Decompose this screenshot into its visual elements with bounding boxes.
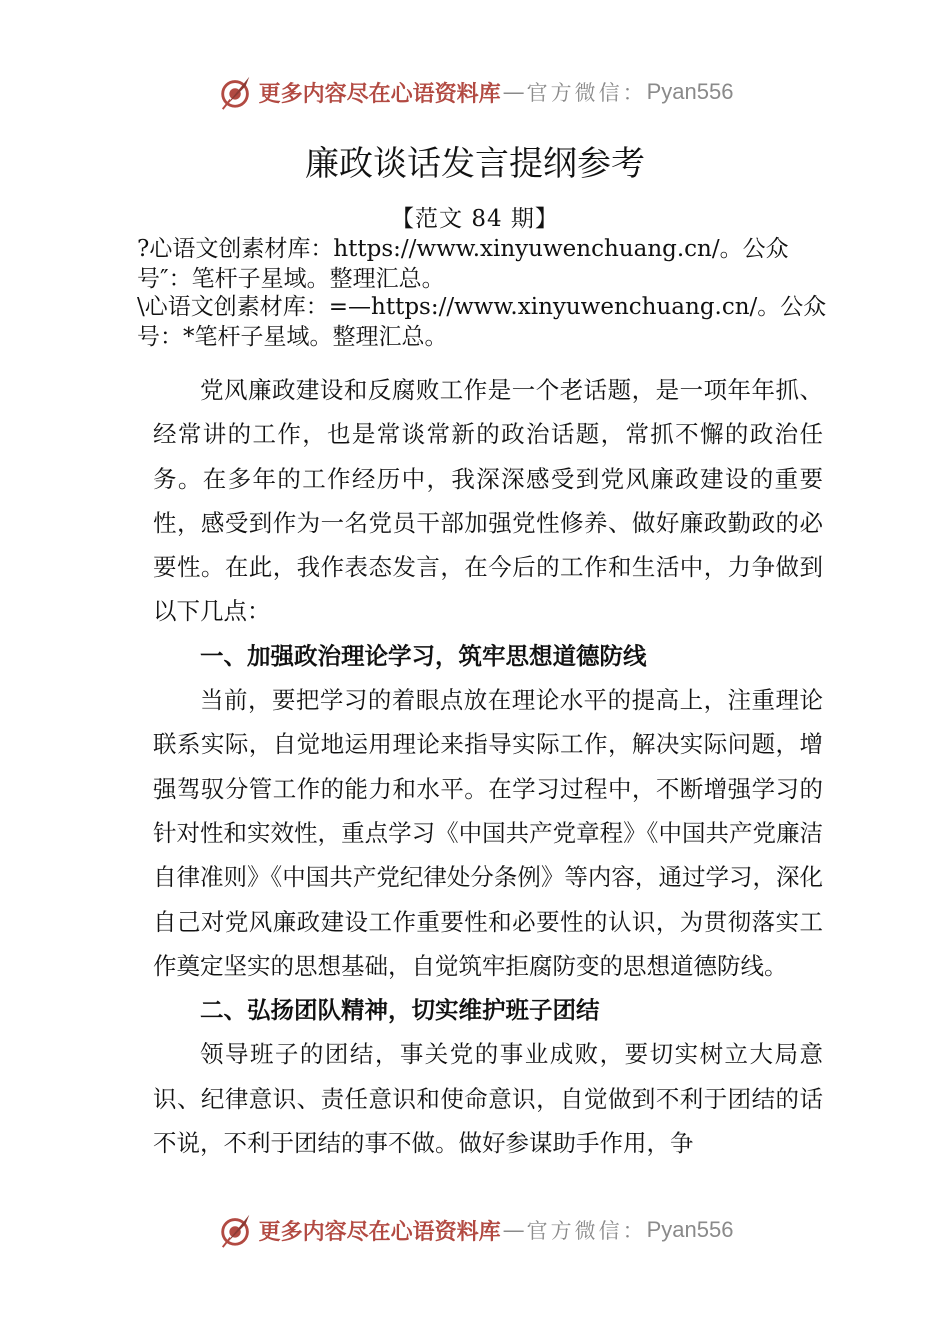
document-title: 廉政谈话发言提纲参考 — [305, 144, 645, 184]
banner-wechat-id: Pyan556 — [646, 79, 734, 104]
banner-wechat-label: 官方微信： — [526, 1219, 647, 1243]
banner-dash: — — [502, 79, 525, 105]
banner-wechat-id: Pyan556 — [646, 1217, 734, 1242]
banner-brand: 更多内容尽在心语资料库 — [258, 1218, 501, 1245]
source-line-2: \心语文创素材库：=—https://www.xinyuwenchuang.cn/。公众号：*笔杆子星域。整理汇总。 — [137, 294, 827, 350]
banner-dash: — — [502, 1217, 525, 1243]
header-banner — [0, 72, 950, 112]
section-heading-1: 一、加强政治理论学习，筑牢思想道德防线 — [200, 641, 647, 670]
paragraph-intro: 党风廉政建设和反腐败工作是一个老话题，是一项年年抓、经常讲的工作，也是常谈常新的政治话题，常抓不懈的政治任务。在多年的工作经历中，我深深感受到党风廉政建设的重要性，感受到作为一名党员干部加强党性修养、做好廉政勤政的必要性。在此，我作表态发言，在今后的工作和生活中，力争做到以下几点： — [153, 376, 823, 626]
section-heading-2: 二、弘扬团队精神，切实维护班子团结 — [200, 996, 600, 1025]
paragraph-section-2: 领导班子的团结，事关党的事业成败，要切实树立大局意识、纪律意识、责任意识和使命意识，自觉做到不利于团结的话不说，不利于团结的事不做。做好参谋助手作用，争 — [153, 1040, 823, 1158]
document-body — [153, 368, 823, 1165]
quill-logo-icon — [217, 73, 255, 111]
banner-wechat-label: 官方微信： — [526, 81, 647, 105]
issue-number: 【范文 84 期】 — [391, 206, 559, 232]
footer-banner — [0, 1210, 950, 1250]
paragraph-section-1: 当前，要把学习的着眼点放在理论水平的提高上，注重理论联系实际，自觉地运用理论来指导实际工作，解决实际问题，增强驾驭分管工作的能力和水平。在学习过程中，不断增强学习的针对性和实效性，重点学习《中国共产党章程》《中国共产党廉洁自律准则》《中国共产党纪律处分条例》等内容，通过学习，深化自己对党风廉政建设工作重要性和必要性的认识，为贯彻落实工作奠定坚实的思想基础，自觉筑牢拒腐防变的思想道德防线。 — [153, 686, 823, 980]
source-line-1: ?心语文创素材库：https://www.xinyuwenchuang.cn/。公众号″：笔杆子星域。整理汇总。 — [137, 236, 789, 292]
quill-logo-icon — [217, 1211, 255, 1249]
banner-brand: 更多内容尽在心语资料库 — [258, 80, 501, 107]
